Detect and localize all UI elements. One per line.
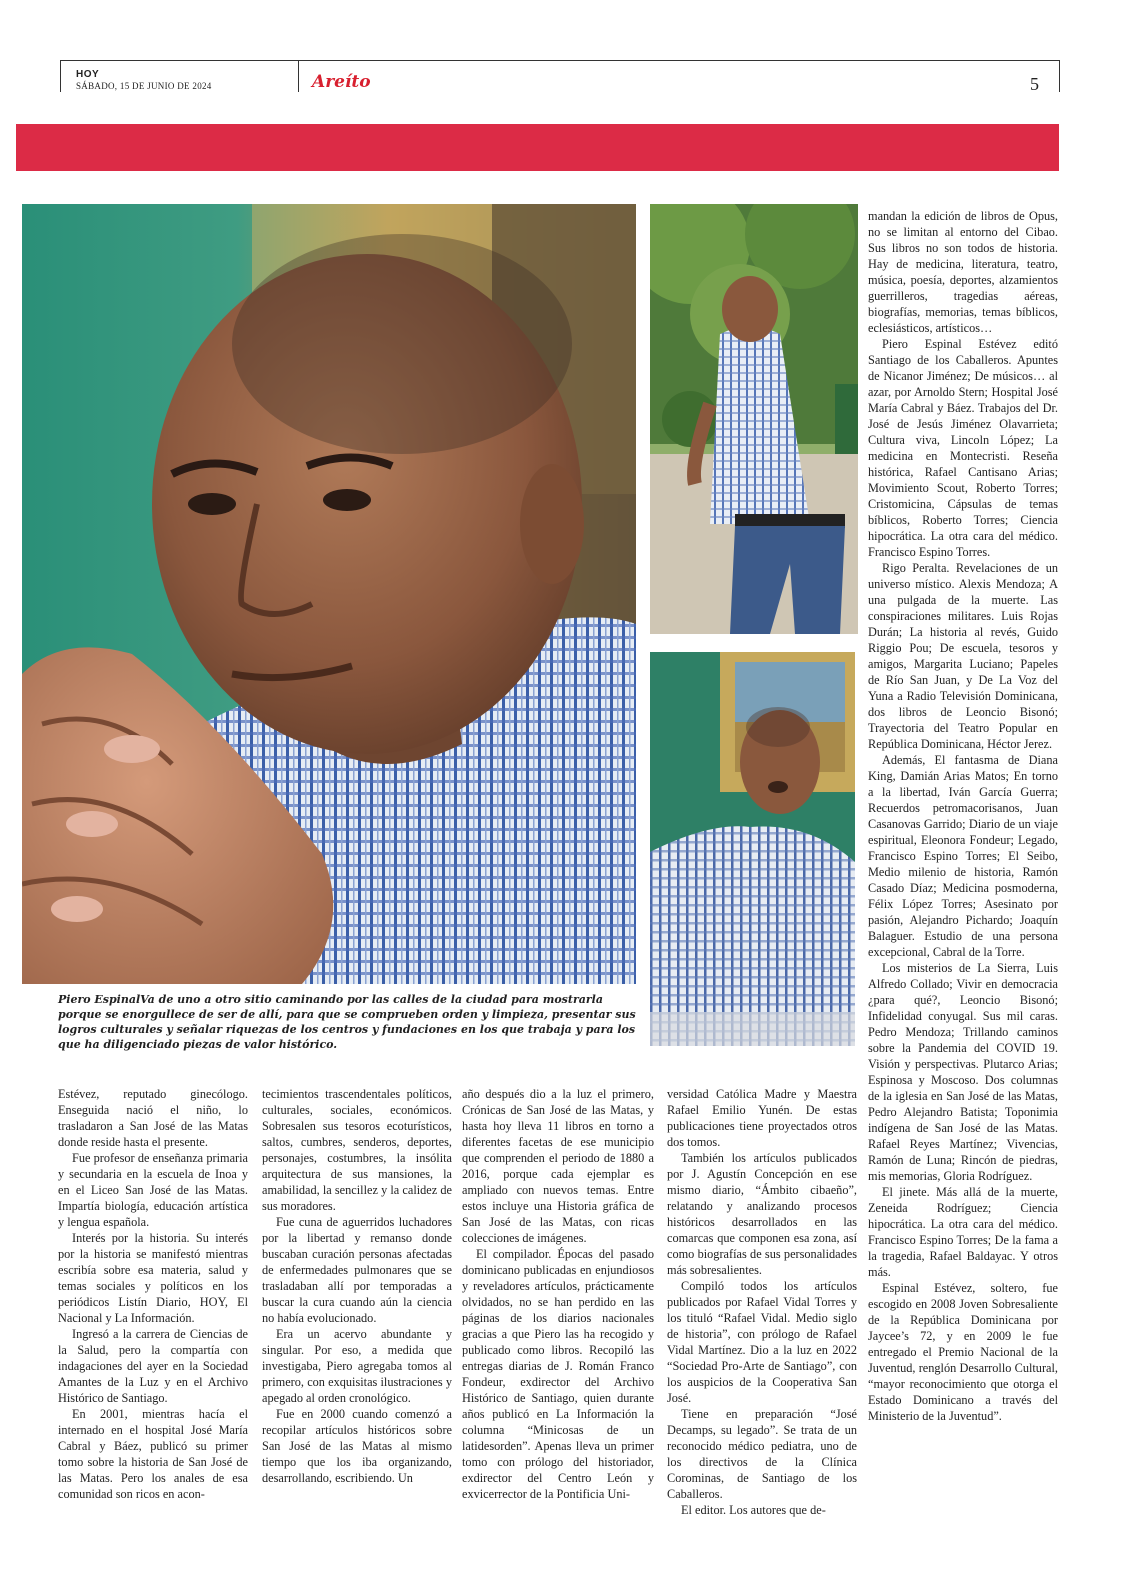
paragraph: mandan la edición de libros de Opus, no se limitan al entorno del Cibao. Sus libros no son todos de historia. Hay de medicina, literatura, teatro, música, poesía, deportes, alzamientos guerrilleros, tragedias aéreas, biografías, memorias, temas bíblicos, eclesiásticos, artísticos… <box>868 209 1058 335</box>
paragraph: Interés por la historia. Su interés por la historia se manifestó mientras escribía sobre esa materia, salud y temas sociales y políticos en los periódicos Listín Diario, HOY, El Nacional y La Información. <box>58 1231 248 1325</box>
paragraph: tecimientos trascendentales políticos, culturales, sociales, económicos. Sobresalen sus tesoros ecoturísticos, saltos, cumbres, senderos, deportes, personajes, costumbres, la insólita arquitectura de sus mansiones, la amabilidad, la sencillez y la calidez de sus moradores. <box>262 1087 452 1213</box>
paragraph: También los artículos publicados por J. Agustín Concepción en ese mismo diario, “Ámbito cibaeño”, relatando y analizando procesos históricos desarrollados en las comarcas que componen esa zona, así como biografías de sus personalidades más sobresalientes. <box>667 1151 857 1277</box>
article-column-2 <box>262 1086 452 1486</box>
photo-caption: Piero EspinalVa de uno a otro sitio caminando por las calles de la ciudad para mostrarla porque se enorgullece de ser de allí, para que se comprueben orden y limpieza, presentar sus logros culturales y señalar riquezas de los centros y fundaciones en los que trabaja y para los que ha diligenciado piezas de valor histórico. <box>58 993 636 1051</box>
paragraph: Fue profesor de enseñanza primaria y secundaria en la escuela de Inoa y en el Liceo San José de las Matas. Impartía biología, educación artística y lengua española. <box>58 1151 248 1229</box>
article-column-5 <box>868 208 1058 1424</box>
header-divider <box>298 60 299 92</box>
paragraph: Era un acervo abundante y singular. Por eso, a medida que investigaba, Piero agregaba tomos al primero, con exquisitas ilustraciones y apegado al orden cronológico. <box>262 1327 452 1405</box>
paragraph: En 2001, mientras hacía el internado en el hospital José María Cabral y Báez, publicó su primer tomo sobre la historia de San José de las Matas. Pero los anales de esa comunidad son ricos en acon- <box>58 1407 248 1501</box>
portrait-illustration <box>22 204 636 984</box>
main-portrait-photo <box>22 204 636 984</box>
paragraph: El jinete. Más allá de la muerte, Zeneida Rodríguez; Ciencia hipocrática. La otra cara del médico. Francisco Espino Torres; De la fama a la tragedia, Rafael Baldayac. Y otros más. <box>868 1185 1058 1279</box>
paragraph: Rigo Peralta. Revelaciones de un universo místico. Alexis Mendoza; A una pulgada de la muerte. Las conspiraciones militares. Luis Rojas Durán; La historia al revés, Guido Riggio Pou; De escuela, tesoros y amigos, Margarita Luciano; Papeles de Río San Juan, y De La Voz del Yuna a Radio Televisión Dominicana, dos libros de Leoncio Bisonó; Trayectoria del Teatro Popular en República Dominicana, Héctor Jerez. <box>868 561 1058 751</box>
article-column-4 <box>667 1086 857 1518</box>
paragraph: Espinal Estévez, soltero, fue escogido en 2008 Joven Sobresaliente de la República Dominicana por Jaycee’s 72, y en 2009 le fue entregado el Premio Nacional de la Juventud, renglón Desarrollo Cultural, “mayor reconocimiento que otorga el Estado Dominicano a través del Ministerio de la Juventud”. <box>868 1281 1058 1423</box>
paragraph: año después dio a la luz el primero, Crónicas de San José de las Matas, y hasta hoy lleva 11 libros en torno a diferentes facetas de ese municipio que comprenden el periodo de 1880 a 2016, porque cada ejemplar es ampliado con nuevos temas. Entre estos incluye una Historia gráfica de San José de las Matas, con ricas colecciones de imágenes. <box>462 1087 654 1245</box>
header-color-band <box>16 124 1059 171</box>
article-column-1 <box>58 1086 248 1502</box>
page-number: 5 <box>1030 74 1039 94</box>
speaking-photo <box>650 652 855 1046</box>
article-column-3 <box>462 1086 654 1502</box>
walking-illustration <box>650 204 858 634</box>
paragraph: Compiló todos los artículos publicados por Rafael Vidal Torres y los tituló “Rafael Vidal. Medio siglo de historia”, con prólogo de Rafael Vidal Martínez. Dio a la luz en 2022 “Sociedad Pro-Arte de Santiago”, con los auspicios de la Cooperativa San José. <box>667 1279 857 1405</box>
paragraph: Ingresó a la carrera de Ciencias de la Salud, pero la compartía con indagaciones del ayer en la Sociedad Amantes de la Luz y en el Archivo Histórico de Santiago. <box>58 1327 248 1405</box>
section-title: Areíto <box>312 72 371 92</box>
walking-photo <box>650 204 858 634</box>
speaking-illustration <box>650 652 855 1046</box>
paragraph: versidad Católica Madre y Maestra Rafael Emilio Yunén. De estas publicaciones tiene proyectados otros dos tomos. <box>667 1087 857 1149</box>
paragraph: Fue en 2000 cuando comenzó a recopilar artículos históricos sobre San José de las Matas al mismo tiempo que los iba organizando, desarrollando, escribiendo. Un <box>262 1407 452 1485</box>
header-right-border <box>1059 60 1060 92</box>
paragraph: Estévez, reputado ginecólogo. Enseguida nació el niño, lo trasladaron a San José de las Matas donde reside hasta el presente. <box>58 1087 248 1149</box>
paragraph: Piero Espinal Estévez editó Santiago de los Caballeros. Apuntes de Nicanor Jiménez; De músicos… al azar, por Arnoldo Stern; Hospital José María Cabral y Báez. Trabajos del Dr. José de Jesús Jiménez Olavarrieta; Cultura viva, Lincoln López; La medicina en Montecristi. Reseña histórica, Rafael Cantisano Arias; Movimiento Scout, Roberto Torres; Cristomicina, Cápsulas de temas bíblicos, Roberto Torres; Ciencia hipocrática. La otra cara del médico. Francisco Espino Torres. <box>868 337 1058 559</box>
newspaper-name: HOY <box>76 69 100 80</box>
header-left-border <box>60 60 61 92</box>
paragraph: Tiene en preparación “José Decamps, su legado”. Se trata de un reconocido médico pediatra, uno de los directivos de la Clínica Corominas, de Santiago de los Caballeros. <box>667 1407 857 1501</box>
paragraph: El compilador. Épocas del pasado dominicano publicadas en enjundiosos y reveladores artículos, prácticamente olvidados, no se han perdido en las páginas de los diarios nacionales gracias a que Piero las ha recogido y publicado como libros. Recopiló las entregas diarias de J. Román Franco Fondeur, exdirector del Archivo Histórico de Santiago, quien durante años publicó en La Información la columna “Minicosas de un latidesorden”. Apenas lleva un primer tomo con prólogo del historiador, exdirector del Centro León y exvicerrector de la Pontificia Uni- <box>462 1247 654 1501</box>
issue-date: SÁBADO, 15 DE JUNIO DE 2024 <box>76 81 212 91</box>
paragraph: Los misterios de La Sierra, Luis Alfredo Collado; Vivir en democracia ¿para qué?, Leoncio Bisonó; Infidelidad conyugal. Sus mil caras. Pedro Mendoza; Trillando caminos sobre la Pandemia del COVID 19. Visión y perspectivas. Plutarco Arias; Espinosa y Moscoso. Dos columnas de la iglesia en San José de las Matas, Pedro Alejandro Batista; Toponimia indígena de San José de las Matas. Rafael Reyes Martínez; Vivencias, Ramón de Luna; Rincón de piedras, mis memorias, Gloria Rodríguez. <box>868 961 1058 1183</box>
paragraph: El editor. Los autores que de- <box>681 1503 826 1517</box>
paragraph: Fue cuna de aguerridos luchadores por la libertad y remanso donde buscaban curación personas afectadas de enfermedades pulmonares que se trasladaban allí por temporadas a buscar la cura cuando aún la ciencia no había evolucionado. <box>262 1215 452 1325</box>
paragraph: Además, El fantasma de Diana King, Damián Arias Matos; En torno a la libertad, Iván García Guerra; Recuerdos petromacorisanos, Juan Casanovas Garrido; Diario de un viaje espiritual, Eleonora Fondeur; Legado, Francisco Espino Torres; El Seibo, Medio milenio de historia, Ramón Casado Díaz; Medicina posmoderna, Félix López Torres; Asesinato por pasión, Alejandro Pichardo; Joaquín Balaguer. Estudio de una persona excepcional, Cabral de la Torre. <box>868 753 1058 959</box>
